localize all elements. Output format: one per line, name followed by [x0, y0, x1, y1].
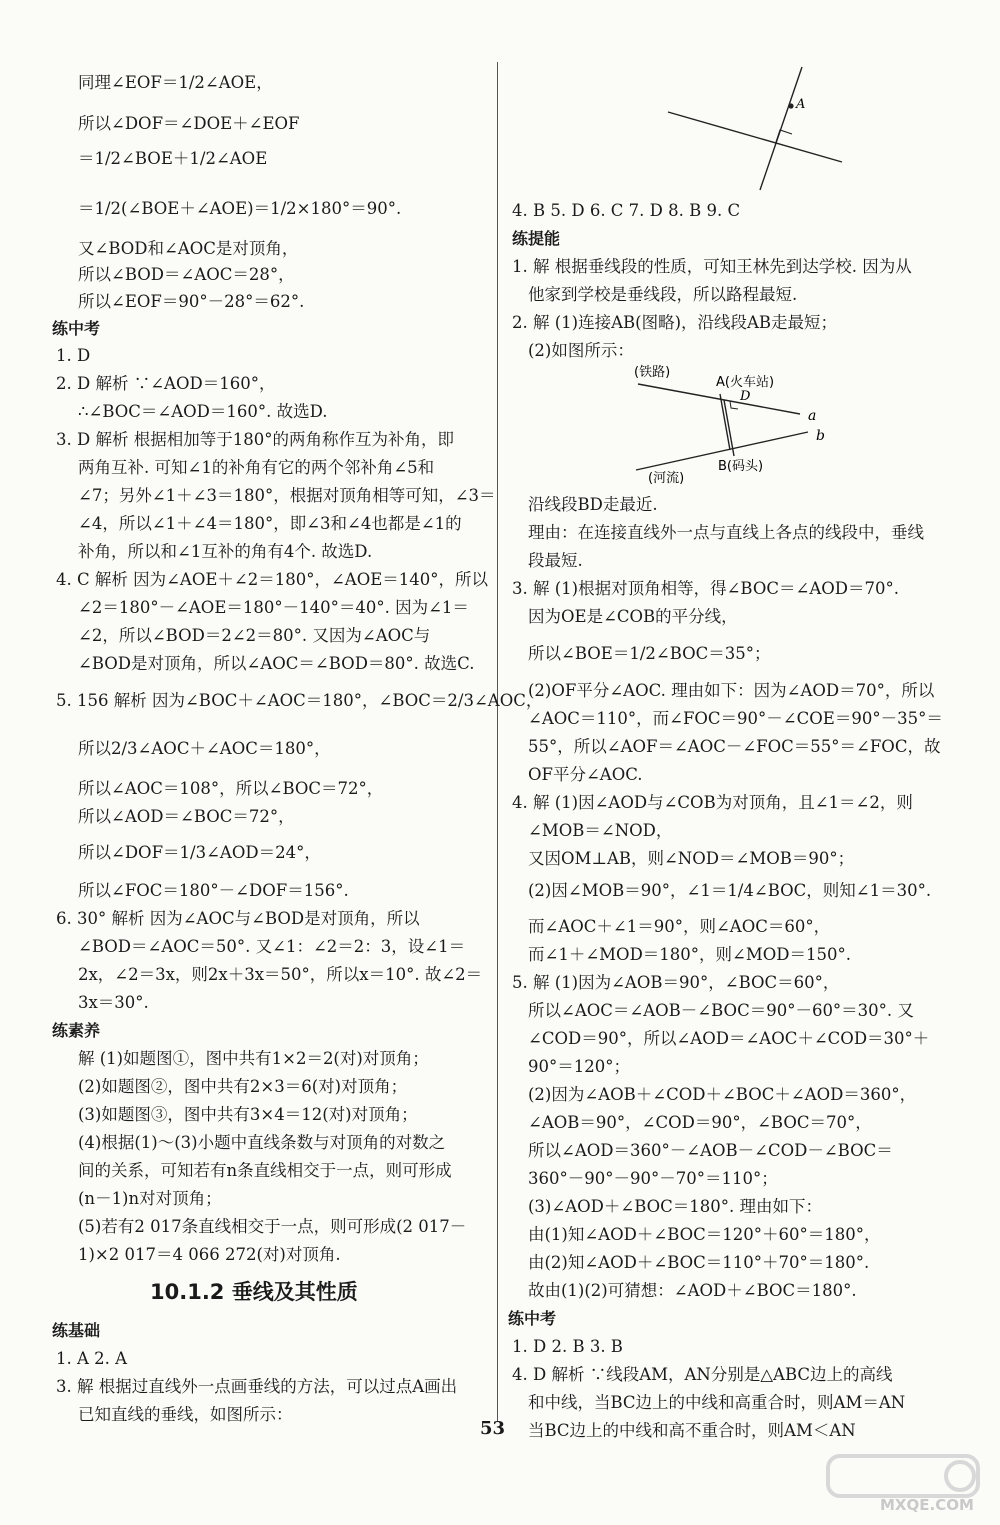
label-river: (河流) — [648, 471, 685, 486]
text-line: 所以∠BOE＝1/2∠BOC＝35°； — [528, 644, 771, 663]
page-number: 53 — [480, 1418, 506, 1439]
text-line: ∠BOD是对顶角，所以∠AOC＝∠BOD＝80°. 故选C. — [78, 654, 475, 673]
text-line: 他家到学校是垂线段，所以路程最短. — [528, 285, 798, 304]
text-line: ＝1/2∠BOE＋1/2∠AOE — [78, 149, 268, 168]
section-heading: 练中考 — [52, 319, 101, 338]
text-line: 而∠AOC＋∠1＝90°，则∠AOC＝60°， — [528, 917, 831, 936]
text-line: 同理∠EOF＝1/2∠AOE， — [78, 73, 273, 92]
text-line: ＝1/2(∠BOE＋∠AOE)＝1/2×180°＝90°. — [78, 199, 402, 218]
right-angle-mark — [776, 130, 792, 142]
text-line: 所以∠AOC＝108°，所以∠BOC＝72°， — [78, 779, 384, 798]
text-line: (2)因为∠AOB＋∠COD＋∠BOC＋∠AOD＝360°， — [528, 1085, 917, 1104]
text-line: 4. C 解析 因为∠AOE＋∠2＝180°，∠AOE＝140°，所以 — [56, 570, 489, 589]
text-line: 1. 解 根据垂线段的性质，可知王林先到达学校. 因为从 — [512, 257, 912, 276]
text-line: 6. 30° 解析 因为∠AOC与∠BOD是对顶角，所以 — [56, 909, 420, 928]
text-line: (2)如图所示： — [528, 341, 634, 360]
text-line: ∠2＝180°－∠AOE＝180°－140°＝40°. 因为∠1＝ — [78, 598, 469, 617]
text-line: (3)如题图③，图中共有3×4＝12(对)对顶角； — [78, 1105, 418, 1124]
text-line: 理由：在连接直线外一点与直线上各点的线段中，垂线 — [528, 523, 924, 542]
text-line: 由(2)知∠AOD＋∠BOC＝110°＋70°＝180°. — [528, 1253, 870, 1272]
label-line-a: a — [808, 408, 817, 424]
text-line: 1. D — [56, 346, 91, 365]
text-line: ∠AOC＝110°，而∠FOC＝90°－∠COE＝90°－35°＝ — [528, 709, 943, 728]
text-line: (4)根据(1)～(3)小题中直线条数与对顶角的对数之 — [78, 1133, 446, 1152]
label-railway: (铁路) — [634, 365, 671, 380]
text-line: (n－1)n对对顶角； — [78, 1189, 222, 1208]
text-line: (5)若有2 017条直线相交于一点，则可形成(2 017－ — [78, 1217, 467, 1236]
text-line: 2. 解 (1)连接AB(图略)，沿线段AB走最短； — [512, 313, 838, 332]
text-line: 所以2/3∠AOC＋∠AOC＝180°， — [78, 739, 331, 758]
text-line: 解 (1)如题图①，图中共有1×2＝2(对)对顶角； — [78, 1049, 429, 1068]
text-line: ∠2，所以∠BOD＝2∠2＝80°. 又因为∠AOC与 — [78, 626, 431, 645]
section-heading: 练提能 — [512, 229, 561, 248]
label-dock: B(码头) — [718, 459, 764, 474]
perpendicular-figure — [660, 62, 850, 197]
text-line: 1)×2 017＝4 066 272(对)对顶角. — [78, 1245, 341, 1264]
text-line: 因为OE是∠COB的平分线， — [528, 607, 738, 626]
text-line: 4. 解 (1)因∠AOD与∠COB为对顶角，且∠1＝∠2，则 — [512, 793, 913, 812]
text-line: 所以∠EOF＝90°－28°＝62°. — [78, 292, 305, 311]
text-line: 所以∠AOC＝∠AOB－∠BOC＝90°－60°＝30°. 又 — [528, 1001, 914, 1020]
text-line: 3x＝30°. — [78, 993, 149, 1012]
watermark-text: MXQE.COM — [880, 1496, 974, 1514]
label-station: A(火车站) — [716, 375, 775, 390]
text-line: (3)∠AOD＋∠BOC＝180°. 理由如下： — [528, 1197, 823, 1216]
text-line: 又∠BOD和∠AOC是对顶角， — [78, 239, 299, 258]
text-line: 沿线段BD走最近. — [528, 495, 658, 514]
text-line: ∠BOD＝∠AOC＝50°. 又∠1：∠2＝2：3，设∠1＝ — [78, 937, 466, 956]
text-line: 5. 解 (1)因为∠AOB＝90°，∠BOC＝60°， — [512, 973, 840, 992]
text-line: 故由(1)(2)可猜想：∠AOD＋∠BOC＝180°. — [528, 1281, 857, 1300]
text-line: 由(1)知∠AOD＋∠BOC＝120°＋60°＝180°， — [528, 1225, 881, 1244]
text-line: 段最短. — [528, 551, 583, 570]
text-line: 所以∠DOF＝∠DOE＋∠EOF — [78, 114, 300, 133]
text-line: 又因OM⊥AB，则∠NOD＝∠MOB＝90°； — [528, 849, 855, 868]
text-line: 两角互补. 可知∠1的补角有它的两个邻补角∠5和 — [78, 458, 435, 477]
text-line: 所以∠DOF＝1/3∠AOD＝24°， — [78, 843, 321, 862]
label-line-b: b — [816, 428, 825, 444]
text-line: ∠AOB＝90°，∠COD＝90°，∠BOC＝70°， — [528, 1113, 872, 1132]
text-line: 而∠1＋∠MOD＝180°，则∠MOD＝150°. — [528, 945, 852, 964]
given-line — [760, 67, 802, 190]
point-a — [788, 103, 793, 108]
text-line: 已知直线的垂线，如图所示： — [78, 1405, 293, 1424]
text-line: 2. D 解析 ∵∠AOD＝160°， — [56, 374, 276, 393]
text-line: 间的关系，可知若有n条直线相交于一点，则可形成 — [78, 1161, 452, 1180]
text-line: 4. B 5. D 6. C 7. D 8. B 9. C — [512, 201, 741, 220]
section-heading: 练素养 — [52, 1021, 101, 1040]
text-line: 1. D 2. B 3. B — [512, 1337, 623, 1356]
text-line: 2x，∠2＝3x，则2x＋3x＝50°，所以x＝10°. 故∠2＝ — [78, 965, 483, 984]
label-a: A — [796, 97, 806, 112]
text-line: 当BC边上的中线和高不重合时，则AM＜AN — [528, 1421, 856, 1440]
text-line: (2)如题图②，图中共有2×3＝6(对)对顶角； — [78, 1077, 408, 1096]
text-line: ∠7；另外∠1＋∠3＝180°，根据对顶角相等可知，∠3＝ — [78, 486, 496, 505]
text-line: 3. 解 (1)根据对顶角相等，得∠BOC＝∠AOD＝70°. — [512, 579, 900, 598]
text-line: 补角，所以和∠1互补的角有4个. 故选D. — [78, 542, 373, 561]
label-d: D — [740, 389, 751, 404]
text-line: OF平分∠AOC. — [528, 765, 643, 784]
railway-river-figure — [620, 360, 840, 490]
text-line: 3. 解 根据过直线外一点画垂线的方法，可以过点A画出 — [56, 1377, 458, 1396]
text-line: 1. A 2. A — [56, 1349, 128, 1368]
section-heading: 练基础 — [52, 1321, 101, 1340]
text-line: 55°，所以∠AOF＝∠AOC－∠FOC＝55°＝∠FOC，故 — [528, 737, 941, 756]
text-line: ∠4，所以∠1＋∠4＝180°，即∠3和∠4也都是∠1的 — [78, 514, 462, 533]
text-line: (2)OF平分∠AOC. 理由如下：因为∠AOD＝70°，所以 — [528, 681, 935, 700]
text-line: 所以∠AOD＝360°－∠AOB－∠COD－∠BOC＝ — [528, 1141, 893, 1160]
text-line: 360°－90°－90°－70°＝110°； — [528, 1169, 778, 1188]
text-line: 所以∠AOD＝∠BOC＝72°， — [78, 807, 295, 826]
text-line: 90°＝120°； — [528, 1057, 630, 1076]
text-line: (2)因∠MOB＝90°，∠1＝1/4∠BOC，则知∠1＝30°. — [528, 881, 932, 900]
text-line: 所以∠FOC＝180°－∠DOF＝156°. — [78, 881, 349, 900]
text-line: ∴∠BOC＝∠AOD＝160°. 故选D. — [78, 402, 328, 421]
text-line: 4. D 解析 ∵线段AM，AN分别是△ABC边上的高线 — [512, 1365, 893, 1384]
text-line: 3. D 解析 根据相加等于180°的两角称作互为补角，即 — [56, 430, 454, 449]
section-title: 10.1.2 垂线及其性质 — [150, 1280, 358, 1304]
text-line: ∠MOB＝∠NOD， — [528, 821, 673, 840]
text-line: 5. 156 解析 因为∠BOC＋∠AOC＝180°，∠BOC＝2/3∠AOC， — [56, 691, 543, 710]
column-divider — [497, 62, 498, 1422]
perpendicular-line — [668, 112, 842, 162]
text-line: 和中线，当BC边上的中线和高重合时，则AM＝AN — [528, 1393, 906, 1412]
text-line: ∠COD＝90°，所以∠AOD＝∠AOC＋∠COD＝30°＋ — [528, 1029, 930, 1048]
section-heading: 练中考 — [508, 1309, 557, 1328]
text-line: 所以∠BOD＝∠AOC＝28°， — [78, 265, 295, 284]
